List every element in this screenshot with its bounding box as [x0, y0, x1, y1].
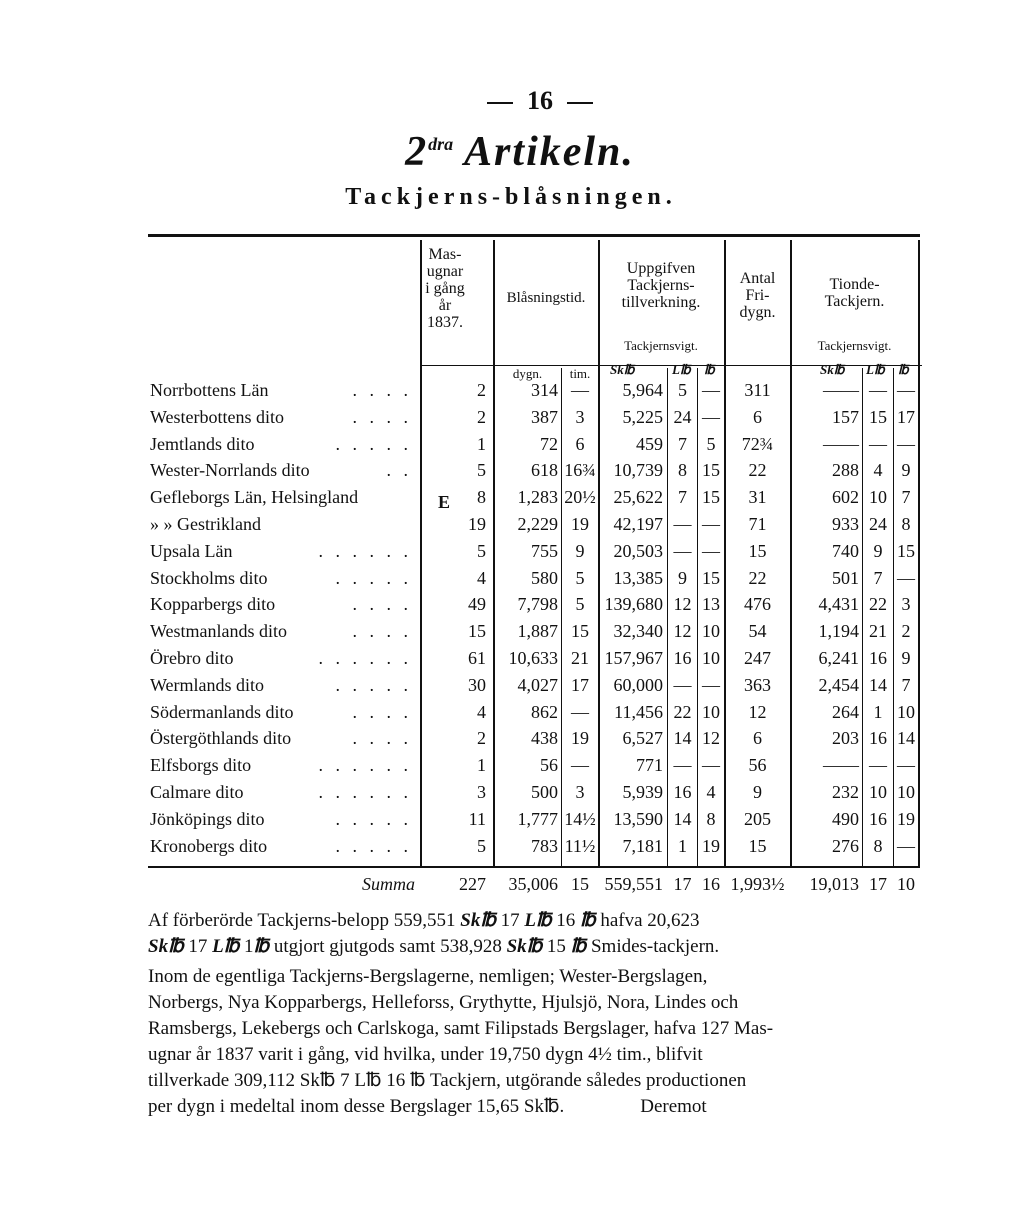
- cell-tim: 3: [575, 406, 585, 427]
- cell-b: 19: [702, 835, 720, 856]
- row-lan-label: Kopparbergs dito: [150, 594, 276, 615]
- table-row: [0, 514, 1024, 541]
- cell-dygn: 783: [531, 835, 558, 856]
- table-row: [0, 648, 1024, 675]
- cell-sk: 6,527: [622, 728, 663, 749]
- cell-dygn: 2,229: [517, 514, 558, 534]
- paragraph-text: 1: [239, 936, 254, 957]
- cell-tim: —: [571, 380, 589, 400]
- cell-tim: —: [571, 701, 589, 722]
- cell-mas: 5: [477, 540, 486, 561]
- cell-sk: 13,385: [613, 567, 663, 588]
- row-leader-dots: . . . . . .: [318, 782, 412, 802]
- cell-tim: 11½: [564, 835, 596, 856]
- row-lan-label: Wermlands dito: [150, 674, 265, 695]
- cell-fri: 247: [744, 648, 771, 668]
- cell-t_sk: 276: [832, 835, 859, 856]
- cell-dygn: 72: [540, 433, 558, 454]
- cell-dygn: 1,777: [517, 808, 558, 829]
- cell-t_b: 15: [897, 540, 915, 561]
- cell-lb: 22: [673, 701, 692, 722]
- cell-lb: —: [673, 755, 692, 776]
- cell-t_sk: 6,241: [818, 648, 859, 668]
- cell-b: 4: [706, 782, 716, 802]
- row-lan-label: » » Gestrikland: [150, 514, 261, 534]
- cell-sk: 5,939: [622, 782, 663, 802]
- cell-b: 15: [702, 567, 720, 588]
- cell-lb: 12: [673, 621, 692, 642]
- tionde-unit: Tackjernsvigt.: [817, 338, 892, 353]
- row-leader-dots: . . . . . .: [318, 648, 412, 668]
- cell-t_b: —: [897, 755, 915, 776]
- cell-t_lb: 14: [869, 674, 887, 695]
- cell-dygn: 580: [531, 567, 558, 588]
- cell-mas: 15: [468, 621, 486, 642]
- weight-unit: ℔: [570, 936, 587, 957]
- cell-tim: 21: [571, 648, 589, 668]
- paragraph-line: [148, 934, 923, 960]
- cell-fri: 9: [753, 782, 762, 802]
- row-lan-label: Westerbottens dito: [150, 406, 285, 427]
- cell-t_sk: 203: [832, 728, 859, 749]
- row-lan-label: Gefleborgs Län, Helsingland: [150, 487, 359, 508]
- table-row: [0, 594, 1024, 621]
- uppgifven-unit: Tackjernsvigt.: [624, 338, 698, 353]
- unit-sk: Sk℔: [610, 362, 635, 377]
- cell-tim: 19: [571, 728, 589, 749]
- cell-t_lb: 16: [869, 648, 887, 668]
- cell-tim: 6: [575, 433, 585, 454]
- paragraph-line: Norbergs, Nya Kopparbergs, Helleforss, Grythytte, Hjulsjö, Nora, Lindes och: [148, 992, 739, 1013]
- table-row: [0, 434, 1024, 461]
- cell-dygn: 56: [540, 755, 558, 776]
- summa-row: [0, 874, 1024, 901]
- weight-unit: ℔: [253, 936, 270, 957]
- paragraph-line: [148, 908, 923, 934]
- cell-sk: 20,503: [613, 540, 663, 561]
- cell-b: 15: [702, 460, 720, 481]
- row-leader-dots: . . . .: [352, 594, 412, 615]
- paragraph-line: per dygn i medeltal inom desse Bergslager 15,65 Sk℔. Deremot: [148, 1096, 707, 1117]
- table-row: [0, 809, 1024, 836]
- section-heading: $2^{dra}$ Artikeln.: [405, 129, 635, 175]
- cell-b: 5: [706, 433, 716, 454]
- paragraph-text: 17: [495, 910, 525, 931]
- cell-sk: 60,000: [613, 674, 663, 695]
- cell-t_lb: 8: [873, 835, 883, 856]
- cell-lb: —: [673, 674, 692, 695]
- cell-tim: 9: [575, 540, 585, 561]
- row-lan-label: Kronobergs dito: [150, 835, 268, 856]
- table-row: [0, 541, 1024, 568]
- cell-fri: 363: [744, 674, 771, 695]
- weight-unit: L℔: [524, 910, 552, 931]
- cell-t_sk: ——: [823, 755, 859, 776]
- row-lan-label: Stockholms dito: [150, 567, 268, 588]
- cell-fri: 311: [744, 380, 771, 400]
- cell-b: 8: [706, 808, 716, 829]
- cell-fri: 476: [744, 594, 771, 615]
- cell-fri: 56: [748, 755, 767, 776]
- cell-sk: 13,590: [613, 808, 663, 829]
- paragraph-line: Inom de egentliga Tackjerns-Bergslagerne, nemligen; Wester-Bergslagen,: [148, 966, 708, 987]
- summa-dygn: 35,006: [508, 874, 558, 894]
- cell-fri: 6: [753, 406, 762, 427]
- cell-dygn: 10,633: [508, 648, 558, 668]
- cell-t_b: 10: [897, 701, 915, 722]
- summa-tim: 15: [571, 874, 589, 894]
- cell-lb: 5: [678, 380, 687, 400]
- cell-b: —: [702, 755, 720, 776]
- cell-tim: 14½: [564, 808, 596, 829]
- summa-fridygn: 1,993½: [730, 874, 785, 894]
- cell-t_b: 10: [897, 782, 915, 802]
- cell-t_lb: 10: [869, 782, 887, 802]
- cell-t_sk: 232: [832, 782, 859, 802]
- table-row: [0, 782, 1024, 809]
- row-lan-label: Södermanlands dito: [150, 701, 294, 722]
- cell-dygn: 618: [531, 460, 558, 481]
- row-leader-dots: . . . . .: [335, 674, 412, 695]
- cell-lb: 7: [678, 433, 687, 454]
- cell-mas: 2: [477, 728, 486, 749]
- cell-dygn: 438: [531, 728, 558, 749]
- cell-lb: 8: [678, 460, 687, 481]
- cell-t_lb: 10: [869, 487, 887, 508]
- cell-t_lb: 4: [873, 460, 883, 481]
- row-leader-dots: . . . . . .: [318, 755, 412, 776]
- summa-masugnar: 227: [459, 874, 486, 894]
- row-leader-dots: . . . . .: [335, 567, 412, 588]
- weight-unit: Sk℔: [506, 936, 543, 957]
- table-row: [0, 380, 1024, 407]
- cell-t_lb: 24: [869, 514, 887, 534]
- paragraph-1: [148, 908, 923, 960]
- cell-t_sk: 2,454: [818, 674, 859, 695]
- cell-mas: 30: [468, 674, 486, 695]
- cell-mas: 19: [468, 514, 486, 534]
- margin-mark: E: [438, 492, 451, 512]
- cell-tim: 19: [571, 514, 589, 534]
- summa-tionde-sk: 19,013: [809, 874, 859, 894]
- cell-sk: 32,340: [613, 621, 663, 642]
- cell-mas: 5: [477, 460, 486, 481]
- row-lan-label: Jemtlands dito: [150, 433, 255, 454]
- cell-fri: 54: [748, 621, 767, 642]
- cell-t_sk: 501: [832, 567, 859, 588]
- cell-mas: 11: [468, 808, 486, 829]
- sub-dygn: dygn.: [512, 366, 543, 381]
- cell-lb: 9: [678, 567, 687, 588]
- cell-t_lb: 16: [869, 728, 887, 749]
- cell-mas: 8: [477, 487, 486, 508]
- cell-t_b: 8: [901, 514, 911, 534]
- cell-t_lb: 21: [869, 621, 887, 642]
- cell-t_lb: 1: [873, 701, 883, 722]
- cell-fri: 72¾: [741, 433, 774, 454]
- col-header-blasningstid: Blåsningstid.: [506, 290, 586, 306]
- cell-lb: 24: [673, 406, 692, 427]
- cell-mas: 1: [477, 433, 486, 454]
- cell-t_b: —: [897, 433, 915, 454]
- row-leader-dots: . . . .: [352, 621, 412, 642]
- row-lan-label: Östergöthlands dito: [150, 728, 292, 749]
- cell-lb: 14: [673, 808, 692, 829]
- cell-t_sk: 264: [832, 701, 859, 722]
- cell-b: 10: [702, 648, 720, 668]
- row-lan-label: Norrbottens Län: [150, 380, 269, 400]
- table-row: [0, 728, 1024, 755]
- cell-fri: 31: [748, 487, 767, 508]
- col-header-antal-fridygn: Antal Fri- dygn.: [739, 270, 776, 321]
- section-subtitle: Tackjerns-blåsningen.: [345, 184, 677, 210]
- table-top-rule: [148, 234, 920, 237]
- cell-b: —: [702, 406, 720, 427]
- row-lan-label: Westmanlands dito: [150, 621, 288, 642]
- row-lan-label: Wester-Norrlands dito: [150, 460, 310, 481]
- cell-sk: 771: [636, 755, 663, 776]
- row-leader-dots: . . . .: [352, 728, 412, 749]
- cell-sk: 157,967: [604, 648, 663, 668]
- paragraph-text: hafva 20,623: [595, 910, 700, 931]
- cell-t_b: 7: [901, 487, 911, 508]
- cell-sk: 139,680: [604, 594, 663, 615]
- cell-sk: 459: [636, 433, 663, 454]
- table-row: [0, 836, 1024, 863]
- cell-dygn: 7,798: [517, 594, 558, 615]
- summa-b: 16: [702, 874, 720, 894]
- cell-t_b: —: [897, 567, 915, 588]
- paragraph-line: tillverkade 309,112 Sk℔ 7 L℔ 16 ℔ Tackjern, utgörande således productionen: [148, 1070, 747, 1091]
- row-leader-dots: . . . . .: [335, 835, 412, 856]
- cell-t_sk: 288: [832, 460, 859, 481]
- cell-t_b: 2: [901, 621, 911, 642]
- cell-b: —: [702, 514, 720, 534]
- cell-t_b: 7: [901, 674, 911, 695]
- cell-dygn: 1,283: [517, 487, 558, 508]
- summa-sk: 559,551: [604, 874, 663, 894]
- cell-mas: 1: [477, 755, 486, 776]
- cell-b: —: [702, 674, 720, 695]
- cell-t_b: 3: [901, 594, 911, 615]
- table-row: [0, 407, 1024, 434]
- cell-dygn: 1,887: [517, 621, 558, 642]
- weight-unit: L℔: [212, 936, 240, 957]
- cell-sk: 11,456: [614, 701, 663, 722]
- cell-t_sk: 490: [832, 808, 859, 829]
- sub-tim: tim.: [569, 366, 591, 381]
- cell-b: 10: [702, 621, 720, 642]
- row-leader-dots: . . . .: [352, 406, 412, 427]
- cell-sk: 25,622: [613, 487, 663, 508]
- cell-mas: 4: [477, 701, 486, 722]
- unit-b: ℔: [704, 362, 715, 377]
- cell-t_sk: ——: [823, 380, 859, 400]
- cell-b: —: [702, 380, 720, 400]
- cell-lb: 7: [678, 487, 687, 508]
- paragraph-text: 17: [183, 936, 213, 957]
- summa-rule: [148, 866, 920, 868]
- summa-tionde-b: 10: [897, 874, 915, 894]
- cell-mas: 2: [477, 380, 486, 400]
- row-lan-label: Örebro dito: [150, 648, 234, 668]
- cell-b: 13: [702, 594, 720, 615]
- col-header-uppgifven: Uppgifven Tackjerns- tillverkning.: [621, 260, 701, 311]
- cell-b: 12: [702, 728, 720, 749]
- row-leader-dots: . . . .: [352, 701, 412, 722]
- page-number: 16: [0, 86, 1024, 116]
- row-lan-label: Elfsborgs dito: [150, 755, 252, 776]
- row-leader-dots: . . . . . .: [318, 540, 412, 561]
- weight-unit: ℔: [580, 910, 596, 931]
- cell-tim: 15: [571, 621, 589, 642]
- col-header-masugnar: Mas- ugnar i gång år 1837.: [425, 246, 465, 331]
- cell-fri: 6: [753, 728, 762, 749]
- weight-unit: Sk℔: [460, 910, 496, 931]
- cell-dygn: 387: [531, 406, 558, 427]
- paragraph-line: Ramsbergs, Lekebergs och Carlskoga, samt Filipstads Bergslager, hafva 127 Mas-: [148, 1018, 774, 1039]
- unit-lb: L℔: [672, 362, 691, 377]
- cell-t_lb: 7: [873, 567, 883, 588]
- unit-sk: Sk℔: [820, 362, 845, 377]
- cell-dygn: 500: [531, 782, 558, 802]
- row-leader-dots: . . . . .: [335, 808, 412, 829]
- cell-b: —: [702, 540, 720, 561]
- cell-dygn: 4,027: [517, 674, 558, 695]
- summa-label: Summa: [362, 874, 415, 894]
- cell-t_b: 14: [897, 728, 915, 749]
- cell-t_lb: 22: [869, 594, 887, 615]
- row-leader-dots: . . . .: [352, 380, 412, 400]
- cell-lb: 14: [673, 728, 692, 749]
- cell-tim: 16¾: [564, 460, 596, 481]
- row-leader-dots: . . . . .: [335, 433, 412, 454]
- cell-mas: 2: [477, 406, 486, 427]
- row-lan-label: Calmare dito: [150, 782, 244, 802]
- cell-t_b: 9: [901, 648, 911, 668]
- cell-tim: 5: [575, 567, 585, 588]
- cell-mas: 49: [468, 594, 486, 615]
- cell-fri: 12: [748, 701, 767, 722]
- cell-t_lb: —: [869, 380, 887, 400]
- cell-lb: 16: [673, 648, 692, 668]
- table-row: [0, 702, 1024, 729]
- paragraph-text: 15: [542, 936, 571, 957]
- cell-tim: 5: [575, 594, 585, 615]
- cell-t_sk: 740: [832, 540, 859, 561]
- row-leader-dots: . .: [386, 460, 412, 481]
- cell-t_lb: 15: [869, 406, 887, 427]
- cell-mas: 61: [468, 648, 486, 668]
- cell-lb: 12: [673, 594, 692, 615]
- paragraph-2: [148, 964, 923, 1120]
- table-row: [0, 675, 1024, 702]
- cell-tim: —: [571, 755, 589, 776]
- cell-t_lb: 9: [873, 540, 883, 561]
- cell-t_sk: 602: [832, 487, 859, 508]
- cell-mas: 5: [477, 835, 486, 856]
- cell-t_b: —: [897, 380, 915, 400]
- cell-dygn: 862: [531, 701, 558, 722]
- cell-dygn: 314: [531, 380, 558, 400]
- cell-lb: 16: [673, 782, 692, 802]
- cell-lb: —: [673, 514, 692, 534]
- cell-sk: 7,181: [622, 835, 663, 856]
- cell-sk: 10,739: [613, 460, 663, 481]
- cell-fri: 15: [748, 540, 767, 561]
- cell-sk: 5,225: [622, 406, 663, 427]
- summa-tionde-lb: 17: [869, 874, 887, 894]
- cell-fri: 71: [748, 514, 767, 534]
- summa-lb: 17: [673, 874, 692, 894]
- cell-fri: 22: [748, 460, 767, 481]
- paragraph-text: 16: [551, 910, 581, 931]
- cell-t_lb: 16: [869, 808, 887, 829]
- cell-fri: 205: [744, 808, 771, 829]
- cell-mas: 3: [477, 782, 486, 802]
- paragraph-line: ugnar år 1837 varit i gång, vid hvilka, under 19,750 dygn 4½ tim., blifvit: [148, 1044, 703, 1065]
- cell-t_lb: —: [869, 755, 887, 776]
- weight-unit: Sk℔: [148, 936, 184, 957]
- cell-mas: 4: [477, 567, 486, 588]
- cell-tim: 20½: [564, 487, 596, 508]
- unit-lb: L℔: [866, 362, 885, 377]
- paragraph-text: Af förberörde Tackjerns-belopp 559,551: [148, 910, 461, 931]
- col-header-tionde: Tionde- Tackjern.: [824, 276, 885, 310]
- cell-t_sk: 157: [832, 406, 859, 427]
- table-row: [0, 755, 1024, 782]
- cell-t_sk: 4,431: [818, 594, 859, 615]
- cell-t_b: 19: [897, 808, 915, 829]
- cell-t_b: —: [897, 835, 915, 856]
- cell-t_sk: 933: [832, 514, 859, 534]
- cell-t_b: 17: [897, 406, 915, 427]
- cell-sk: 5,964: [622, 380, 663, 400]
- cell-sk: 42,197: [613, 514, 663, 534]
- table-row: [0, 487, 1024, 514]
- cell-t_lb: —: [869, 433, 887, 454]
- cell-b: 15: [702, 487, 720, 508]
- table-row: [0, 621, 1024, 648]
- cell-fri: 15: [748, 835, 767, 856]
- cell-t_b: 9: [901, 460, 911, 481]
- table-row: [0, 460, 1024, 487]
- cell-b: 10: [702, 701, 720, 722]
- cell-tim: 17: [571, 674, 589, 695]
- table-row: [0, 568, 1024, 595]
- cell-dygn: 755: [531, 540, 558, 561]
- cell-lb: —: [673, 540, 692, 561]
- row-lan-label: Jönköpings dito: [150, 808, 265, 829]
- paragraph-text: Smides-tackjern.: [586, 936, 720, 957]
- cell-tim: 3: [575, 782, 585, 802]
- row-lan-label: Upsala Län: [150, 540, 233, 561]
- paragraph-text: utgjort gjutgods samt 538,928: [269, 936, 507, 957]
- unit-b: ℔: [898, 362, 909, 377]
- cell-fri: 22: [748, 567, 767, 588]
- cell-t_sk: 1,194: [818, 621, 859, 642]
- cell-t_sk: ——: [823, 433, 859, 454]
- cell-lb: 1: [678, 835, 687, 856]
